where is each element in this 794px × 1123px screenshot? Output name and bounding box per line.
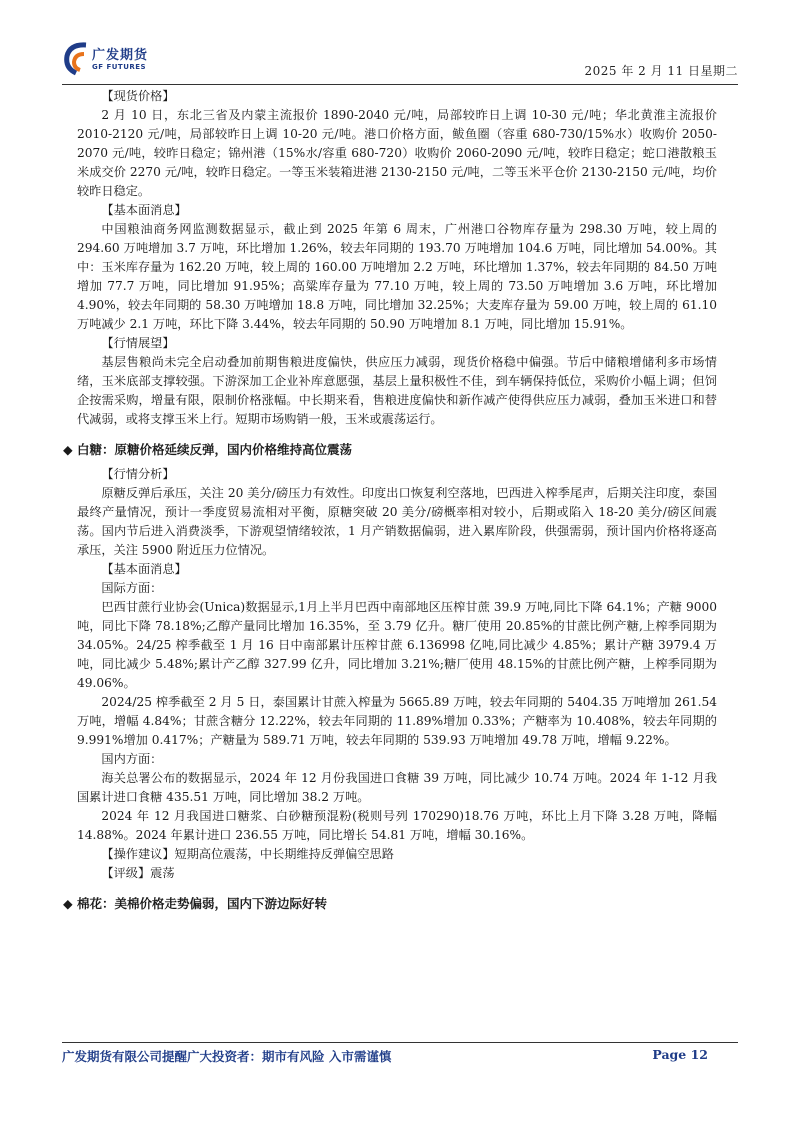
report-date: 2025 年 2 月 11 日星期二 xyxy=(584,64,738,78)
logo-text-cn: 广发期货 xyxy=(92,48,149,63)
sugar-intl-thailand: 2024/25 榨季截至 2 月 5 日，泰国累计甘蔗入榨量为 5665.89 万吨，较去年同期的 5404.35 万吨增加 261.54 万吨，增幅 4.84%；甘蔗含糖分 12.22%，较去年同期的 11.89%增加 0.33%；产糖率为 10.408%，较去年同期的 9.991%增加 0.417%；产糖量为 589.71 万吨，较去年同期的 539.93 万吨增加 49.78 万吨，增幅 9.22%。 xyxy=(77,695,717,747)
corn-outlook-tag: 【行情展望】 xyxy=(101,336,175,350)
report-body xyxy=(63,87,717,913)
sugar-intl-label: 国际方面： xyxy=(101,581,163,595)
footer-divider xyxy=(62,1042,738,1043)
cotton-title-text: 棉花：美棉价格走势偏弱，国内下游边际好转 xyxy=(77,896,328,911)
corn-spot-text: 2 月 10 日，东北三省及内蒙主流报价 1890-2040 元/吨，局部较昨日上调 10-30 元/吨；华北黄淮主流报价 2010-2120 元/吨，局部较昨日上调 10-20 元/吨。港口价格方面，鲅鱼圈（容重 680-730/15%水）收购价 2050-2070 元/吨，较昨日稳定；锦州港（15%水/容重 680-720）收购价 2060-2090 元/吨，较昨日稳定；蛇口港散粮玉米成交价 2270 元/吨，较昨日稳定。一等玉米装箱进港 2130-2150 元/吨，二等玉米平仓价 2130-2150 元/吨，均价较昨日稳定。 xyxy=(77,108,717,198)
page-number: Page 12 xyxy=(652,1047,708,1062)
corn-fundamentals-tag: 【基本面消息】 xyxy=(101,203,187,217)
cotton-section-title xyxy=(63,894,703,913)
sugar-advice: 【操作建议】短期高位震荡，中长期维持反弹偏空思路 xyxy=(101,847,394,861)
sugar-intl-brazil: 巴西甘蔗行业协会(Unica)数据显示,1月上半月巴西中南部地区压榨甘蔗 39.9 万吨,同比下降 64.1%；产糖 9000 吨，同比下降 78.18%;乙醇产量同比增加 16.35%，至 3.79 亿升。糖厂使用 20.85%的甘蔗比例产糖,上榨季同期为 34.05%。24/25 榨季截至 1 月 16 日中南部累计压榨甘蔗 6.136998 亿吨,同比减少 4.85%；累计产糖 3979.4 万吨，同比减少 5.48%;累计产乙醇 327.99 亿升，同比增加 3.21%;糖厂使用 48.15%的甘蔗比例产糖，上榨季同期为 49.06%。 xyxy=(77,600,717,690)
diamond-bullet-icon: ◆ xyxy=(63,442,73,457)
sugar-section-title xyxy=(63,440,703,459)
gf-logo-icon xyxy=(62,42,90,76)
corn-spot-tag: 【现货价格】 xyxy=(101,89,175,103)
sugar-domestic-label: 国内方面： xyxy=(101,752,163,766)
sugar-title-text: 白糖：原糖价格延续反弹，国内价格维持高位震荡 xyxy=(77,442,353,457)
header-divider xyxy=(62,84,738,85)
sugar-analysis-tag: 【行情分析】 xyxy=(101,467,175,481)
sugar-fundamentals-tag: 【基本面消息】 xyxy=(101,562,187,576)
sugar-domestic-imports: 海关总署公布的数据显示，2024 年 12 月份我国进口食糖 39 万吨，同比减少 10.74 万吨。2024 年 1-12 月我国累计进口食糖 435.51 万吨，同比增加 38.2 万吨。 xyxy=(77,771,717,804)
corn-outlook-text: 基层售粮尚未完全启动叠加前期售粮进度偏快，供应压力减弱，现货价格稳中偏强。节后中储粮增储利多市场情绪，玉米底部支撑较强。下游深加工企业补库意愿强，基层上量积极性不佳，到车辆保持低位，采购价小幅上调；但饲企按需采购，增量有限，限制价格涨幅。中长期来看，售粮进度偏快和新作减产使得供应压力减弱，叠加玉米进口和替代减弱，或将支撑玉米上行。短期市场购销一般，玉米或震荡运行。 xyxy=(77,355,717,426)
diamond-bullet-icon: ◆ xyxy=(63,896,73,911)
sugar-rating: 【评级】震荡 xyxy=(101,866,175,880)
page-header xyxy=(62,40,738,86)
sugar-analysis-text: 原糖反弹后承压，关注 20 美分/磅压力有效性。印度出口恢复利空落地，巴西进入榨季尾声，后期关注印度，泰国最终产量情况，预计一季度贸易流相对平衡，原糖突破 20 美分/磅概率相对较小，后期或陷入 18-20 美分/磅区间震荡。国内节后进入消费淡季，下游观望情绪较浓，1 月产销数据偏弱，进入累库阶段，供强需弱，预计国内价格将逐高承压，关注 5900 附近压力位情况。 xyxy=(77,486,717,557)
company-logo xyxy=(62,42,162,78)
logo-text-en: GF FUTURES xyxy=(92,63,147,71)
corn-fundamentals-text: 中国粮油商务网监测数据显示，截止到 2025 年第 6 周末，广州港口谷物库存量为 298.30 万吨，较上周的 294.60 万吨增加 3.7 万吨，环比增加 1.26%，较去年同期的 193.70 万吨增加 104.6 万吨，同比增加 54.00%。其中：玉米库存量为 162.20 万吨，较上周的 160.00 万吨增加 2.2 万吨，环比增加 1.37%，较去年同期的 84.50 万吨增加 77.7 万吨，同比增加 91.95%；高粱库存量为 77.10 万吨，较上周的 73.50 万吨增加 3.6 万吨，环比增加 4.90%，较去年同期的 58.30 万吨增加 18.8 万吨，同比增加 32.25%；大麦库存量为 59.00 万吨，较上周的 61.10 万吨减少 2.1 万吨，环比下降 3.44%，较去年同期的 50.90 万吨增加 8.1 万吨，同比增加 15.91%。 xyxy=(77,222,717,331)
footer-disclaimer: 广发期货有限公司提醒广大投资者：期市有风险 入市需谨慎 xyxy=(62,1049,392,1064)
sugar-domestic-syrup: 2024 年 12 月我国进口糖浆、白砂糖预混粉(税则号列 170290)18.76 万吨，环比上月下降 3.28 万吨，降幅 14.88%。2024 年累计进口 236.55 万吨，同比增长 54.81 万吨，增幅 30.16%。 xyxy=(77,809,717,842)
